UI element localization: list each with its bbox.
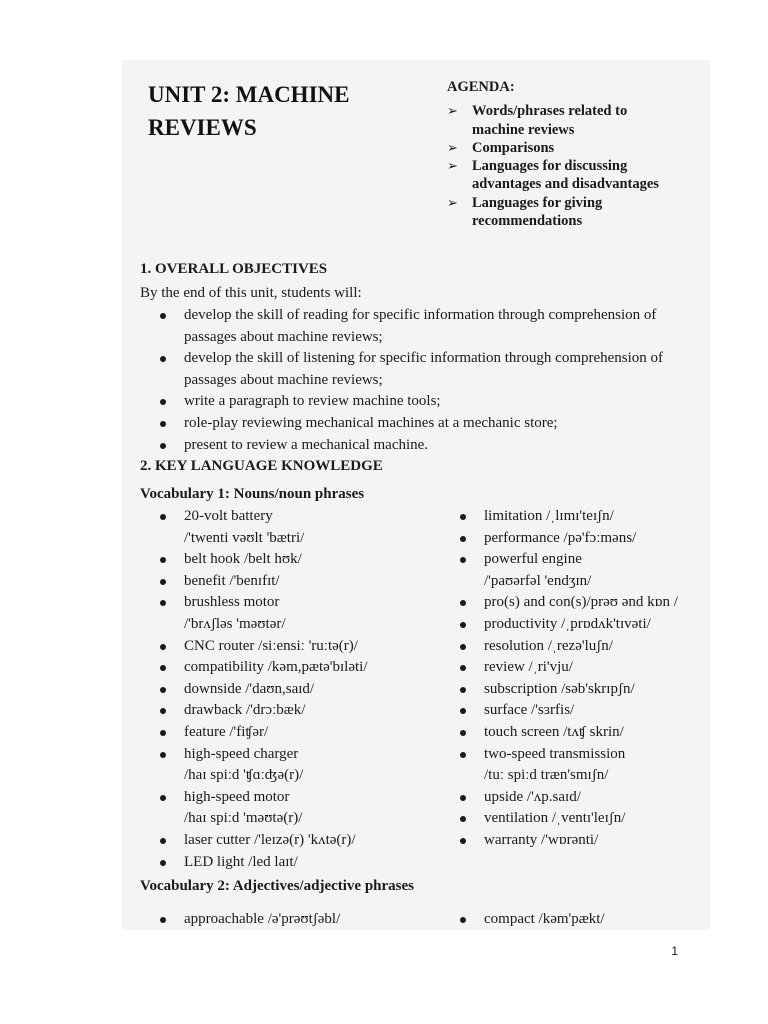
vocab-text: high-speed motor (184, 788, 290, 805)
objective-item (140, 305, 705, 348)
bullet-icon (460, 752, 466, 758)
vocab-text: brushless motor (184, 594, 280, 611)
vocab-item (440, 722, 720, 744)
bullet-icon (160, 421, 166, 427)
bullet-icon (460, 687, 466, 693)
bullet-icon (160, 644, 166, 650)
vocab-text: feature /'fiʧər/ (184, 723, 269, 740)
bullet-icon (160, 443, 166, 449)
vocab-text: compatibility /kəm,pætə'bɪləti/ (184, 659, 368, 676)
bullet-icon (160, 860, 166, 866)
bullet-icon (160, 708, 166, 714)
vocab-item (440, 909, 720, 931)
vocab-item (140, 722, 440, 744)
agenda-item (447, 194, 717, 231)
vocab-item (440, 636, 720, 658)
vocab-item (140, 657, 440, 679)
vocab-text: compact /kəm'pækt/ (484, 911, 605, 927)
bullet-icon (160, 313, 166, 319)
vocab-item (140, 700, 440, 722)
vocab-text: ventilation /ˌventɪ'leɪʃn/ (484, 810, 626, 827)
agenda-item-text: recommendations (472, 213, 583, 230)
vocab-text: drawback /'drɔːbæk/ (184, 702, 306, 719)
section1-heading: 1. OVERALL OBJECTIVES (140, 261, 328, 277)
bullet-icon (460, 795, 466, 801)
objective-item (140, 391, 705, 413)
bullet-icon (460, 665, 466, 671)
vocab-item (140, 852, 440, 874)
vocab-item (140, 679, 440, 701)
vocab-text: productivity /ˌprɒdʌk'tɪvəti/ (484, 615, 651, 632)
vocab-text: /'brʌʃləs 'məʊtər/ (184, 615, 286, 632)
bullet-icon (460, 917, 466, 923)
vocab-text: downside /'daʊn,saɪd/ (184, 680, 315, 697)
agenda-item-text: Words/phrases related to (472, 103, 628, 120)
vocab-item (440, 787, 720, 809)
agenda-heading: AGENDA: (447, 79, 515, 95)
vocab2-left-column (140, 909, 440, 931)
vocab-text: 20-volt battery (184, 508, 273, 524)
objective-text: passages about machine reviews; (184, 328, 383, 345)
vocab-item (140, 549, 440, 571)
vocab-item (140, 571, 440, 593)
bullet-icon (160, 579, 166, 585)
vocab1-right-column (440, 506, 720, 852)
bullet-icon (160, 557, 166, 563)
unit-title-line2: REVIEWS (148, 115, 257, 140)
vocab-text: high-speed charger (184, 745, 299, 762)
vocab-item (440, 830, 720, 852)
vocab-text: warranty /'wɒrənti/ (484, 831, 599, 848)
agenda-item-text: advantages and disadvantages (472, 176, 659, 193)
agenda-item-text: Languages for discussing (472, 158, 628, 175)
vocab-text: surface /'sɜrfis/ (484, 702, 575, 719)
vocab-text: review /ˌri'vju/ (484, 659, 573, 676)
vocab-text: /haɪ spiːd 'məʊtə(r)/ (184, 810, 303, 827)
vocab2-right-column (440, 909, 720, 931)
vocab-text: /'twenti vəʊlt 'bætri/ (184, 529, 305, 546)
agenda-list (447, 102, 717, 230)
vocab-item (440, 679, 720, 701)
vocab-text: laser cutter /'leɪzə(r) 'kʌtə(r)/ (184, 831, 356, 848)
vocab-item (440, 592, 720, 614)
bullet-icon (460, 816, 466, 822)
agenda-item-text: machine reviews (472, 121, 575, 138)
bullet-icon (160, 687, 166, 693)
bullet-icon (160, 665, 166, 671)
vocab-text: two-speed transmission (484, 745, 626, 762)
vocab1-heading: Vocabulary 1: Nouns/noun phrases (140, 486, 365, 502)
vocab-text: performance /pə'fɔːməns/ (484, 529, 637, 546)
agenda-item (447, 102, 717, 139)
vocab-item (140, 506, 440, 549)
objective-text: passages about machine reviews; (184, 371, 383, 388)
vocab-item (440, 744, 720, 787)
vocab-item (140, 592, 440, 635)
objective-item (140, 348, 705, 391)
unit-title (148, 78, 418, 144)
vocab-text: /tuː spiːd træn'smɪʃn/ (484, 767, 609, 784)
vocab-item (440, 528, 720, 550)
bullet-icon (460, 644, 466, 650)
vocab-item (440, 808, 720, 830)
arrow-bullet-icon: ➢ (447, 103, 458, 119)
bullet-icon (460, 514, 466, 520)
vocab-text: approachable /ə'prəʊtʃəbl/ (184, 911, 341, 927)
arrow-bullet-icon: ➢ (447, 139, 458, 155)
vocab-item (440, 657, 720, 679)
bullet-icon (160, 795, 166, 801)
vocab-item (440, 549, 720, 592)
page-number: 1 (671, 944, 678, 958)
arrow-bullet-icon: ➢ (447, 194, 458, 210)
objective-text: present to review a mechanical machine. (184, 436, 429, 453)
agenda-item-text: Languages for giving (472, 194, 603, 211)
vocab-item (140, 787, 440, 830)
objective-item (140, 413, 705, 435)
arrow-bullet-icon: ➢ (447, 158, 458, 174)
bullet-icon (160, 514, 166, 520)
vocab-item (440, 614, 720, 636)
bullet-icon (160, 838, 166, 844)
vocab-text: resolution /ˌrezə'luʃn/ (484, 637, 613, 654)
vocab-text: benefit /'benɪfɪt/ (184, 572, 280, 589)
bullet-icon (460, 557, 466, 563)
agenda-item (447, 157, 717, 194)
bullet-icon (460, 622, 466, 628)
agenda (447, 78, 717, 230)
vocab-text: /'paʊərfəl 'endʒɪn/ (484, 572, 592, 589)
vocab1-left-column (140, 506, 440, 873)
objective-text: develop the skill of listening for specific information through comprehension of (184, 350, 664, 367)
bullet-icon (160, 600, 166, 606)
vocab2-heading: Vocabulary 2: Adjectives/adjective phrases (140, 878, 414, 894)
vocab-text: powerful engine (484, 551, 582, 568)
objective-text: write a paragraph to review machine tools; (184, 393, 441, 410)
objective-text: role-play reviewing mechanical machines at a mechanic store; (184, 414, 558, 431)
objective-item (140, 435, 705, 457)
vocab-text: LED light /led laɪt/ (184, 853, 298, 870)
bullet-icon (160, 356, 166, 362)
vocab-text: touch screen /tʌʧ skrin/ (484, 723, 624, 740)
vocab-item (140, 744, 440, 787)
section2-heading: 2. KEY LANGUAGE KNOWLEDGE (140, 458, 383, 474)
vocab-text: upside /'ʌp.saɪd/ (484, 788, 581, 805)
bullet-icon (460, 838, 466, 844)
bullet-icon (460, 708, 466, 714)
vocab-text: belt hook /belt hʊk/ (184, 551, 302, 568)
bullet-icon (460, 536, 466, 542)
vocab-text: subscription /səb'skrɪpʃn/ (484, 680, 635, 697)
unit-title-line1: UNIT 2: MACHINE (148, 82, 350, 107)
objectives-list (140, 305, 705, 456)
bullet-icon (460, 730, 466, 736)
vocab-text: /haɪ spiːd 'ʧɑːʤə(r)/ (184, 767, 304, 784)
bullet-icon (160, 752, 166, 758)
bullet-icon (460, 600, 466, 606)
section1-intro: By the end of this unit, students will: (140, 285, 362, 301)
agenda-item (447, 139, 717, 157)
vocab-item (440, 506, 720, 528)
vocab-text: CNC router /siːensiː 'ruːtə(r)/ (184, 637, 358, 654)
vocab-text: pro(s) and con(s)/prəʊ ənd kɒn / (484, 594, 678, 611)
bullet-icon (160, 730, 166, 736)
vocab-item (140, 830, 440, 852)
vocab-item (140, 636, 440, 658)
vocab-text: limitation /ˌlɪmɪ'teɪʃn/ (484, 508, 614, 524)
vocab-item (140, 909, 440, 931)
agenda-item-text: Comparisons (472, 139, 555, 156)
bullet-icon (160, 399, 166, 405)
objective-text: develop the skill of reading for specific information through comprehension of (184, 307, 657, 323)
vocab-item (440, 700, 720, 722)
bullet-icon (160, 917, 166, 923)
